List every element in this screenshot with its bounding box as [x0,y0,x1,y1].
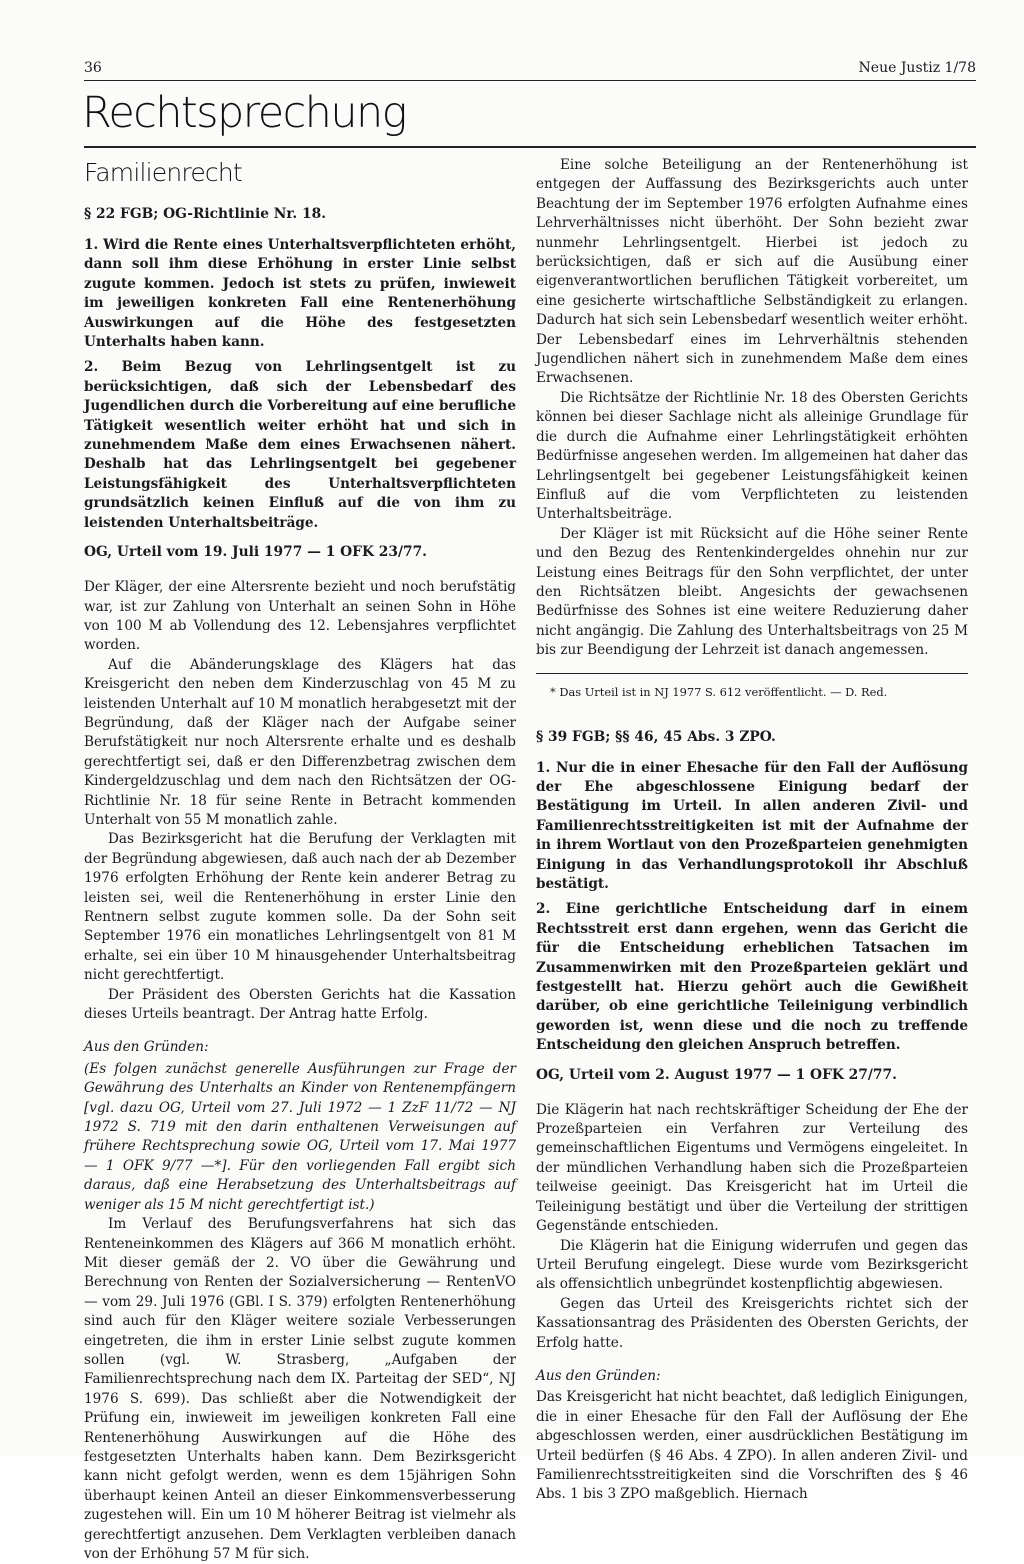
case1-reasons-editorial-note: (Es folgen zunächst generelle Ausführungen zur Frage der Gewährung des Unterhalts an Kinder von Rentenempfängern [vgl. dazu OG, Urteil vom 27. Juli 1972 — 1 ZzF 11/72 — NJ 1972 S. 719 mit den darin enthaltenen Verweisungen auf frühere Rechtsprechung sowie OG, Urteil vom 17. Mai 1977 — 1 OFK 9/77 —*]. Für den vorliegenden Fall ergibt sich daraus, daß eine Herabsetzung des Unterhaltsbeitrags auf weniger als 15 M nicht gerechtfertigt ist.) [84,1060,516,1213]
footnote: * Das Urteil ist in NJ 1977 S. 612 veröffentlicht. — D. Red. [550,684,888,699]
case1-reasons-paragraph: Der Kläger ist mit Rücksicht auf die Höhe seiner Rente und den Bezug des Rentenkindergeldes ohnehin nur zur Leistung eines Beitrags für den Sohn verpflichtet, der unter den Richtsätzen bleibt. Angesichts der gewachsenen Bedürfnisse des Sohnes ist eine weitere Reduzierung daher nicht angängig. Die Zahlung des Unterhaltsbeitrags von 25 M bis zur Beendigung der Lehrzeit ist danach angemessen. [536,525,968,659]
case1-law-reference: § 22 FGB; OG-Richtlinie Nr. 18. [84,206,327,222]
header-rule [84,80,976,81]
subsection-title: Familienrecht [84,158,242,187]
case1-reasons-heading: Aus den Gründen: [84,1039,209,1056]
footnote-rule [536,673,968,674]
case1-facts-paragraph: Der Präsident des Obersten Gerichts hat die Kassation dieses Urteils beantragt. Der Antrag hatte Erfolg. [84,986,516,1023]
case1-court-reference: OG, Urteil vom 19. Juli 1977 — 1 OFK 23/77. [84,544,427,561]
case2-facts-paragraph: Gegen das Urteil des Kreisgerichts richtet sich der Kassationsantrag des Präsidenten des Obersten Gerichts, der Erfolg hatte. [536,1295,968,1351]
section-rule [84,146,976,148]
case2-facts-paragraph: Die Klägerin hat nach rechtskräftiger Scheidung der Ehe der Prozeßparteien ein Verfahren zur Verteilung des gemeinschaftlichen Eigentums und Vermögens eingeleitet. In der mündlichen Verhandlung haben sich die Prozeßparteien teilweise geeinigt. Das Kreisgericht hat im Urteil die Teileinigung bestätigt und über die Verteilung der strittigen Gegenstände entschieden. [536,1101,968,1235]
case2-reasons-heading: Aus den Gründen: [536,1367,661,1384]
page-number: 36 [84,60,102,76]
case1-headnote-2: 2. Beim Bezug von Lehrlingsentgelt ist zu berücksichtigen, daß sich der Lebensbedarf des Jugendlichen durch die Vorbereitung auf eine berufliche Tätigkeit wesentlich weiter erhöht hat und sich in zunehmendem Maße dem eines Erwachsenen nähert. Deshalb hat das Lehrlingsentgelt bei gegebener Leistungsfähigkeit des Unterhaltsverpflichteten grundsätzlich keinen Einfluß auf die von ihm zu leistenden Unterhaltsbeiträge. [84,359,516,531]
section-title: Rechtsprechung [82,88,406,138]
case2-headnote-1: 1. Nur die in einer Ehesache für den Fall der Auflösung der Ehe abgeschlossene Einigung bedarf der Bestätigung im Urteil. In allen anderen Zivil- und Familienrechtsstreitigkeiten ist mit der Aufnahme der in ihrem Wortlaut von den Prozeßparteien genehmigten Einigung in das Verhandlungsprotokoll ihr Abschluß bestätigt. [536,759,968,892]
case1-facts-paragraph: Das Bezirksgericht hat die Berufung der Verklagten mit der Begründung abgewiesen, daß auch nach der ab Dezember 1976 erfolgten Erhöhung der Rente kein anderer Betrag zu leisten sei, weil die Rentenerhöhung in erster Linie den Rentnern selbst zugute kommen solle. Da der Sohn seit September 1976 ein monatliches Lehrlingsentgelt von 81 M erhalte, sei ein über 10 M hinausgehender Unterhaltsbeitrag nicht gerechtfertigt. [84,831,516,984]
case1-headnote-1: 1. Wird die Rente eines Unterhaltsverpflichteten erhöht, dann soll ihm diese Erhöhung in erster Linie selbst zugute kommen. Jedoch ist stets zu prüfen, inwieweit im jeweiligen konkreten Fall eine Rentenerhöhung Auswirkungen auf die Höhe des festgesetzten Unterhalts haben kann. [84,237,516,351]
case2-law-reference: § 39 FGB; §§ 46, 45 Abs. 3 ZPO. [536,728,776,745]
right-column [536,156,968,1505]
case2-court-reference: OG, Urteil vom 2. August 1977 — 1 OFK 27/77. [536,1066,897,1083]
case1-reasons-paragraph: Eine solche Beteiligung an der Rentenerhöhung ist entgegen der Auffassung des Bezirksgerichts auch unter Beachtung der im September 1976 erfolgten Aufnahme eines Lehrverhältnisses nicht überhöht. Der Sohn bezieht zwar nunmehr Lehrlingsentgelt. Hierbei ist jedoch zu berücksichtigen, daß er sich auf die Ausübung einer eigenverantwortlichen beruflichen Tätigkeit vorbereitet, um eine gesicherte wirtschaftliche Selbständigkeit zu erlangen. Dadurch hat sich sein Lebensbedarf wesentlich weiter erhöht. Der Lebensbedarf eines im Lehrverhältnis stehenden Jugendlichen nähert sich in zunehmendem Maße dem eines Erwachsenen. [536,157,968,387]
journal-reference: Neue Justiz 1/78 [858,60,976,76]
case2-facts-paragraph: Die Klägerin hat die Einigung widerrufen und gegen das Urteil Berufung eingelegt. Diese wurde vom Bezirksgericht als offensichtlich unbegründet kostenpflichtig abgewiesen. [536,1237,968,1293]
page-header [84,58,976,80]
case1-facts-paragraph: Auf die Abänderungsklage des Klägers hat das Kreisgericht den neben dem Kinderzuschlag von 45 M zu leistenden Unterhalt auf 10 M monatlich herabgesetzt mit der Begründung, daß der Kläger nach der Aufgabe seiner Berufstätigkeit nur noch Altersrente erhalte und es deshalb gerechtfertigt sei, daß er den Differenzbetrag zwischen dem Kindergeldzuschlag und dem nach den Richtsätzen der OG-Richtlinie Nr. 18 für seine Rente in Betracht kommenden Unterhalt von 55 M monatlich zahle. [84,656,516,828]
case1-reasons-paragraph: Die Richtsätze der Richtlinie Nr. 18 des Obersten Gerichts können bei dieser Sachlage nicht als alleinige Grundlage für die durch die Aufnahme einer Lehrlingstätigkeit erhöhten Bedürfnisse angesehen werden. Im allgemeinen hat daher das Lehrlingsentgelt bei gegebener Leistungsfähigkeit keinen Einfluß auf die vom Verpflichteten zu leistenden Unterhaltsbeiträge. [536,389,968,523]
case2-headnote-2: 2. Eine gerichtliche Entscheidung darf in einem Rechtsstreit erst dann ergehen, wenn das Gericht die für die Entscheidung erheblichen Tatsachen im Zusammenwirken mit den Prozeßparteien geklärt und festgestellt hat. Hierzu gehört auch die Gewißheit darüber, ob eine gerichtliche Teileinigung verbindlich geworden ist, wenn diese und die noch zu treffende Entscheidung den gleichen Anspruch betreffen. [536,901,968,1054]
case2-reasons-paragraph: Das Kreisgericht hat nicht beachtet, daß lediglich Einigungen, die in einer Ehesache für den Fall der Auflösung der Ehe abgeschlossen werden, einer ausdrücklichen Bestätigung im Urteil bedürfen (§ 46 Abs. 4 ZPO). In allen anderen Zivil- und Familienrechtsstreitigkeiten sind die Vorschriften des § 46 Abs. 1 bis 3 ZPO maßgeblich. Hiernach [536,1389,968,1503]
case1-facts-paragraph: Der Kläger, der eine Altersrente bezieht und noch berufstätig war, ist zur Zahlung von Unterhalt an seinen Sohn in Höhe von 100 M ab Vollendung des 12. Lebensjahres verpflichtet worden. [84,579,516,654]
case1-reasons-paragraph: Im Verlauf des Berufungsverfahrens hat sich das Renteneinkommen des Klägers auf 366 M monatlich erhöht. Mit dieser gemäß der 2. VO über die Gewährung und Berechnung von Renten der Sozialversicherung — RentenVO — vom 29. Juli 1976 (GBl. I S. 379) erfolgten Rentenerhöhung sind auch für den Kläger weitere soziale Verbesserungen eingetreten, die ihm in erster Linie selbst zugute kommen sollen (vgl. W. Strasberg, „Aufgaben der Familienrechtsprechung nach dem IX. Parteitag der SED“, NJ 1976 S. 699). Das schließt aber die Notwendigkeit der Prüfung ein, inwieweit im jeweiligen konkreten Fall eine Rentenerhöhung Auswirkungen auf die Höhe des festgesetzten Unterhalts haben kann. Dem Bezirksgericht kann nicht gefolgt werden, wenn es dem 15jährigen Sohn überhaupt keinen Anteil an dieser Einkommensverbesserung zugestehen will. Ein um 10 M höherer Beitrag ist vielmehr als gerechtfertigt anzusehen. Dem Verklagten verbleiben danach von der Erhöhung 57 M für sich. [84,1216,516,1562]
left-column [84,156,516,1564]
